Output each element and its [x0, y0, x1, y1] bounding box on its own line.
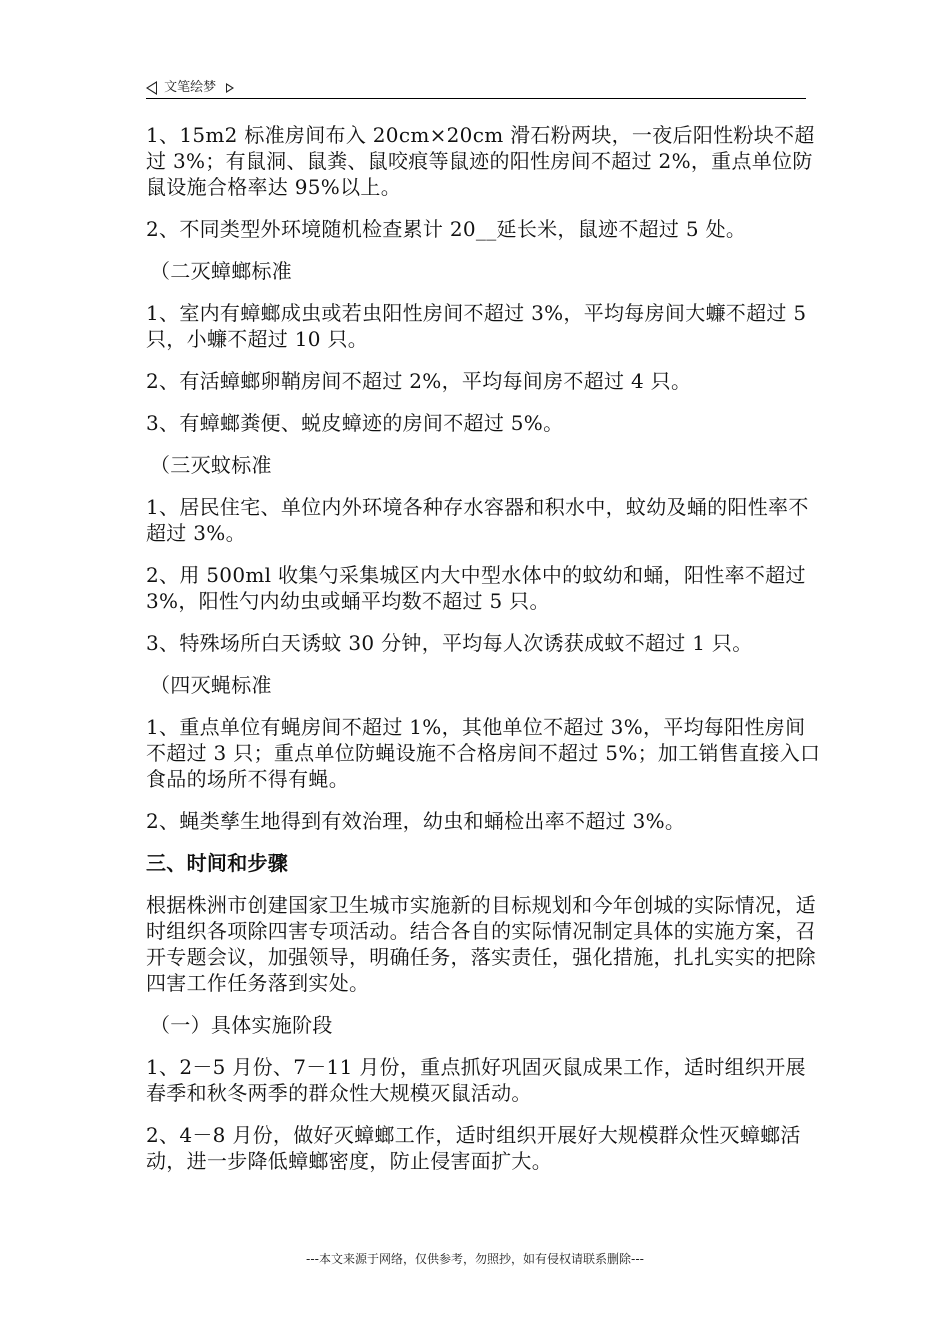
document-body: [146, 122, 822, 1190]
paragraph-phase-1: 1、2－5 月份、7－11 月份，重点抓好巩固灭鼠成果工作，适时组织开展春季和秋冬两季的群众性大规模灭鼠活动。: [146, 1055, 806, 1105]
footer-disclaimer: ---本文来源于网络，仅供参考，勿照抄，如有侵权请联系删除---: [306, 1252, 644, 1266]
paragraph-fly-2: 2、蝇类孳生地得到有效治理，幼虫和蛹检出率不超过 3%。: [146, 809, 686, 833]
paragraph-mosquito-1: 1、居民住宅、单位内外环境各种存水容器和积水中，蚊幼及蛹的阳性率不超过 3%。: [146, 495, 809, 545]
paragraph-mosquito-3: 3、特殊场所白天诱蚊 30 分钟，平均每人次诱获成蚊不超过 1 只。: [146, 631, 753, 655]
triangle-right-icon: [226, 83, 234, 93]
paragraph-intro: 根据株洲市创建国家卫生城市实施新的目标规划和今年创城的实际情况，适时组织各项除四害专项活动。结合各自的实际情况制定具体的实施方案，召开专题会议，加强领导，明确任务，落实责任，强化措施，扎扎实实的把除四害工作任务落到实处。: [146, 893, 816, 995]
paragraph-cockroach-1: 1、室内有蟑螂成虫或若虫阳性房间不超过 3%，平均每房间大蠊不超过 5 只，小蠊不超过 10 只。: [146, 301, 807, 351]
paragraph-cockroach-2: 2、有活蟑螂卵鞘房间不超过 2%，平均每间房不超过 4 只。: [146, 369, 692, 393]
brand-text: 文笔绘梦: [164, 80, 217, 95]
section-heading-time-steps: 三、时间和步骤: [146, 851, 289, 875]
subheading-implementation-phase: （一）具体实施阶段: [150, 1013, 333, 1037]
paragraph-rat-standard-2: 2、不同类型外环境随机检查累计 20__延长米，鼠迹不超过 5 处。: [146, 217, 747, 241]
brand-label: [146, 76, 234, 95]
triangle-left-icon: [146, 81, 157, 95]
paragraph-cockroach-3: 3、有蟑螂粪便、蜕皮蟑迹的房间不超过 5%。: [146, 411, 564, 435]
paragraph-rat-standard-1: 1、15m2 标准房间布入 20cm×20cm 滑石粉两块，一夜后阳性粉块不超过 3%；有鼠洞、鼠粪、鼠咬痕等鼠迹的阳性房间不超过 2%，重点单位防鼠设施合格率达 95%以上。: [146, 123, 815, 199]
subheading-cockroach-standard: （二灭蟑螂标准: [150, 259, 293, 283]
subheading-mosquito-standard: （三灭蚊标准: [150, 453, 272, 477]
paragraph-fly-1: 1、重点单位有蝇房间不超过 1%，其他单位不超过 3%，平均每阳性房间不超过 3 只；重点单位防蝇设施不合格房间不超过 5%；加工销售直接入口食品的场所不得有蝇。: [146, 715, 821, 791]
paragraph-phase-2: 2、4－8 月份，做好灭蟑螂工作，适时组织开展好大规模群众性灭蟑螂活动，进一步降低蟑螂密度，防止侵害面扩大。: [146, 1123, 801, 1173]
page-header: [146, 74, 806, 99]
paragraph-mosquito-2: 2、用 500ml 收集勺采集城区内大中型水体中的蚊幼和蛹，阳性率不超过 3%，阳性勺内幼虫或蛹平均数不超过 5 只。: [146, 563, 806, 613]
subheading-fly-standard: （四灭蝇标准: [150, 673, 272, 697]
